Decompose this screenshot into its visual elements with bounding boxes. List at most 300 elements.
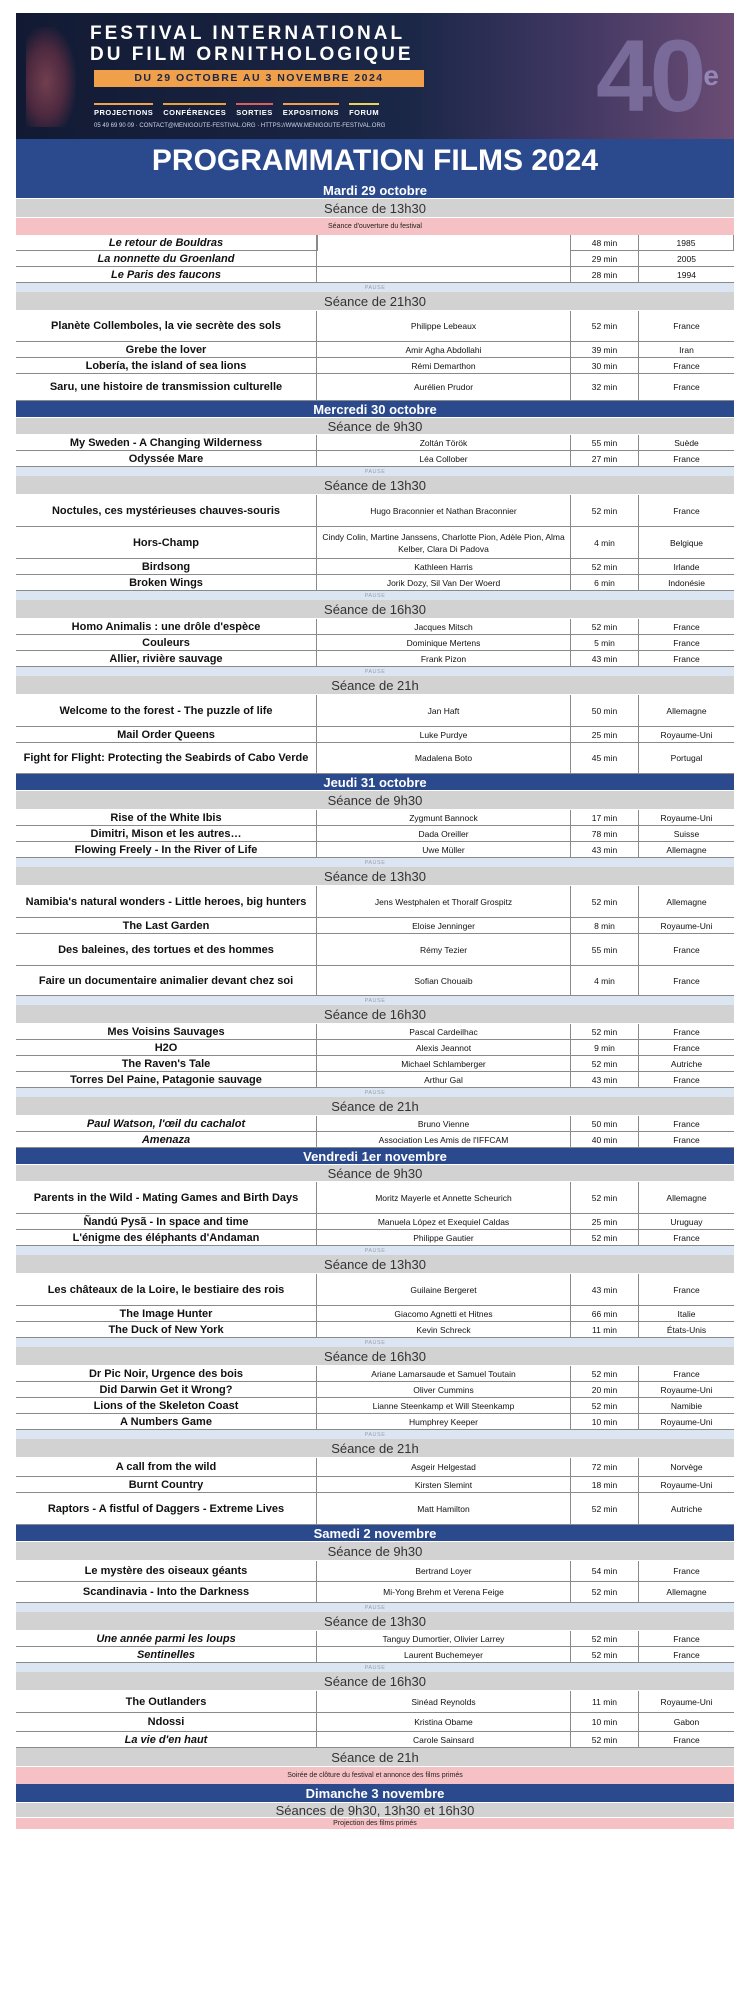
film-duration: 43 min [571,842,639,857]
film-duration: 78 min [571,826,639,841]
film-row [16,527,734,559]
film-country: Gabon [673,1717,700,1727]
film-duration: 11 min [571,1322,639,1337]
film-country: France [673,1026,700,1037]
film-director: Lianne Steenkamp et Will Steenkamp [317,1398,571,1413]
film-director: Arthur Gal [317,1072,571,1087]
film-row [16,1414,734,1430]
film-duration: 52 min [571,311,639,341]
film-country: France [673,1633,700,1644]
film-director: Sinéad Reynolds [317,1691,571,1712]
film-title: Sentinelles [16,1647,317,1662]
film-title: Hors-Champ [16,527,317,558]
special-note: Soirée de clôture du festival et annonce des films primés [16,1767,734,1784]
film-title: The Raven's Tale [16,1056,317,1071]
film-director: Aurélien Prudor [317,374,571,400]
film-row [16,1024,734,1040]
film-duration: 52 min [571,1230,639,1245]
film-director: Asgeir Helgestad [317,1458,571,1476]
film-duration: 52 min [571,495,639,526]
film-country: Autriche [670,1058,703,1069]
film-country: France [673,1368,700,1379]
session-header: Séance de 21h [16,1748,734,1767]
film-title: Burnt Country [16,1477,317,1492]
festival-dates: DU 29 OCTOBRE AU 3 NOVEMBRE 2024 [94,70,424,87]
film-row [16,311,734,342]
film-row [16,235,734,251]
film-country: France [673,382,700,392]
film-director: Philippe Gautier [317,1230,571,1245]
film-country: France [673,360,700,371]
film-row [16,435,734,451]
pause-divider: PAUSE [16,1246,734,1255]
film-director: Alexis Jeannot [317,1040,571,1055]
film-duration: 52 min [571,1398,639,1413]
film-duration: 52 min [571,1732,639,1747]
film-duration: 50 min [571,1116,639,1131]
film-director: Léa Collober [317,451,571,466]
film-duration: 25 min [571,1214,639,1229]
film-title: Amenaza [16,1132,317,1147]
session-header: Séance de 13h30 [16,199,734,218]
film-title: H2O [16,1040,317,1055]
film-country: France [673,1566,700,1576]
festival-contact: 05 49 69 90 09 · CONTACT@MENIGOUTE-FESTIVAL.ORG · HTTPS://WWW.MENIGOUTE-FESTIVAL.ORG [94,123,386,129]
film-duration: 10 min [571,1414,639,1429]
film-row [16,842,734,858]
film-row [16,966,734,996]
edition-number: 40 [595,19,704,133]
film-country: France [673,653,700,664]
film-row [16,1182,734,1214]
film-row [16,1382,734,1398]
film-duration: 8 min [571,918,639,933]
film-director [317,267,571,282]
film-country: 1985 [639,235,734,250]
film-row [16,1398,734,1414]
film-country: France [673,975,700,986]
film-title: Dr Pic Noir, Urgence des bois [16,1366,317,1381]
session-header: Séance de 13h30 [16,867,734,886]
film-country: France [673,1734,700,1745]
film-duration: 4 min [571,527,639,558]
film-row [16,1582,734,1603]
film-duration: 11 min [571,1691,639,1712]
film-duration: 50 min [571,695,639,726]
film-country: 1994 [677,269,696,280]
film-director: Kevin Schreck [317,1322,571,1337]
category-conferences: CONFÉRENCES [163,103,226,117]
film-row [16,1631,734,1647]
film-duration: 4 min [571,966,639,995]
session-header: Séance de 9h30 [16,418,734,435]
film-title: A call from the wild [16,1458,317,1476]
film-row [16,1116,734,1132]
film-title: A Numbers Game [16,1414,317,1429]
session-header: Séance de 21h30 [16,292,734,311]
film-duration: 54 min [571,1561,639,1581]
session-header: Séance de 21h [16,1097,734,1116]
film-duration: 52 min [571,559,639,574]
film-duration: 20 min [571,1382,639,1397]
film-title: Saru, une histoire de transmission culturelle [16,374,317,400]
film-title: Ndossi [16,1713,317,1731]
film-row [16,1713,734,1732]
film-country: Suisse [673,828,700,839]
film-director: Mi-Yong Brehm et Verena Feige [317,1582,571,1602]
film-duration: 39 min [571,342,639,357]
film-country: Royaume-Uni [660,1479,713,1490]
film-row [16,651,734,667]
film-country: Belgique [669,537,704,548]
film-row [16,575,734,591]
session-header: Séance de 13h30 [16,1612,734,1631]
film-director: Hugo Braconnier et Nathan Braconnier [317,495,571,526]
film-title: Mes Voisins Sauvages [16,1024,317,1039]
film-director: Kirsten Slemint [317,1477,571,1492]
session-header: Séance de 16h30 [16,1347,734,1366]
film-duration: 32 min [571,374,639,400]
film-duration: 52 min [571,619,639,634]
film-country: États-Unis [666,1324,707,1335]
film-country: France [673,1118,700,1129]
film-country: France [673,1284,700,1295]
category-sorties: SORTIES [236,103,272,117]
film-country: Royaume-Uni [660,1696,713,1707]
film-duration: 52 min [571,1493,639,1524]
film-row [16,810,734,826]
film-duration: 52 min [571,1024,639,1039]
flamingo-image [26,27,76,127]
film-director [317,251,571,266]
film-director: Amir Agha Abdollahi [317,342,571,357]
film-row [16,374,734,401]
session-header: Séances de 9h30, 13h30 et 16h30 [16,1803,734,1818]
film-country: Allemagne [666,1192,707,1203]
festival-banner [16,13,734,139]
film-title: Did Darwin Get it Wrong? [16,1382,317,1397]
film-director: Moritz Mayerle et Annette Scheurich [317,1182,571,1213]
film-title: Le retour de Bouldras [16,235,317,250]
film-row [16,1561,734,1582]
film-country: France [673,637,700,648]
film-title: Torres Del Paine, Patagonie sauvage [16,1072,317,1087]
film-row [16,886,734,918]
film-duration: 45 min [571,743,639,773]
film-director: Bertrand Loyer [317,1561,571,1581]
film-country: Allemagne [666,705,707,716]
film-country: France [673,1134,700,1145]
film-row [16,743,734,774]
film-title: Fight for Flight: Protecting the Seabirds of Cabo Verde [16,743,317,773]
film-director: Jacques Mitsch [317,619,571,634]
film-country: Portugal [670,753,703,763]
festival-categories [94,103,379,117]
film-director: Dada Oreiller [317,826,571,841]
film-director: Pascal Cardeilhac [317,1024,571,1039]
session-header: Séance de 16h30 [16,600,734,619]
category-projections: PROJECTIONS [94,103,153,117]
film-country: France [673,505,700,516]
film-country: Allemagne [666,896,707,907]
film-title: Raptors - A fistful of Daggers - Extreme Lives [16,1493,317,1524]
film-director: Association Les Amis de l'IFFCAM [317,1132,571,1147]
film-row [16,251,734,267]
film-title: Une année parmi les loups [16,1631,317,1646]
film-duration: 52 min [571,1631,639,1646]
film-title: Rise of the White Ibis [16,810,317,825]
film-director: Uwe Müller [317,842,571,857]
film-row [16,451,734,467]
film-row [16,1493,734,1525]
film-title: Le mystère des oiseaux géants [16,1561,317,1581]
film-row [16,342,734,358]
film-title: Namibia's natural wonders - Little heroes, big hunters [16,886,317,917]
film-duration: 5 min [571,635,639,650]
session-header: Séance de 9h30 [16,791,734,810]
film-title: Paul Watson, l'œil du cachalot [16,1116,317,1131]
film-duration: 17 min [571,810,639,825]
festival-name-line2: DU FILM ORNITHOLOGIQUE [90,44,414,65]
film-country: Iran [679,344,694,355]
film-country: Italie [677,1308,696,1319]
pause-divider: PAUSE [16,467,734,476]
film-director: Giacomo Agnetti et Hitnes [317,1306,571,1321]
film-duration: 72 min [571,1458,639,1476]
pause-divider: PAUSE [16,591,734,600]
film-row [16,1732,734,1748]
film-director: Laurent Buchemeyer [317,1647,571,1662]
session-header: Séance de 16h30 [16,1672,734,1691]
film-country: France [673,1232,700,1243]
film-country: France [673,1042,700,1053]
film-title: Lions of the Skeleton Coast [16,1398,317,1413]
pause-divider: PAUSE [16,1603,734,1612]
film-director: Frank Pizon [317,651,571,666]
session-header: Séance de 13h30 [16,1255,734,1274]
film-country: France [673,321,700,331]
day-header: Mercredi 30 octobre [16,401,734,418]
film-row [16,727,734,743]
film-country: Allemagne [666,844,707,855]
film-row [16,495,734,527]
film-row [16,1306,734,1322]
film-title: Des baleines, des tortues et des hommes [16,934,317,965]
film-duration: 30 min [571,358,639,373]
film-row [16,1366,734,1382]
film-country: Royaume-Uni [660,812,713,823]
film-row [16,1477,734,1493]
film-director: Oliver Cummins [317,1382,571,1397]
film-country: Irlande [673,561,700,572]
film-duration: 43 min [571,651,639,666]
film-director: Madalena Boto [317,743,571,773]
page-title: PROGRAMMATION FILMS 2024 [16,139,734,182]
film-country: France [673,1649,700,1660]
film-duration: 52 min [571,886,639,917]
film-title: The Outlanders [16,1691,317,1712]
film-duration: 18 min [571,1477,639,1492]
film-director: Sofian Chouaib [317,966,571,995]
film-country: Royaume-Uni [660,729,713,740]
film-row [16,1458,734,1477]
session-header: Séance de 21h [16,1439,734,1458]
film-country: Norvège [670,1462,703,1472]
film-title: La nonnette du Groenland [16,251,317,266]
film-director: Manuela López et Exequiel Caldas [317,1214,571,1229]
film-director: Carole Sainsard [317,1732,571,1747]
film-director: Guilaine Bergeret [317,1274,571,1305]
film-director: Matt Hamilton [317,1493,571,1524]
film-duration: 55 min [571,934,639,965]
film-title: Grebe the lover [16,342,317,357]
film-director: Zoltán Török [317,435,571,450]
film-country: Royaume-Uni [660,1384,713,1395]
film-title: Noctules, ces mystérieuses chauves-souris [16,495,317,526]
day-header: Mardi 29 octobre [16,182,734,199]
film-director: Kathleen Harris [317,559,571,574]
film-row [16,559,734,575]
film-title: Faire un documentaire animalier devant chez soi [16,966,317,995]
film-director: Humphrey Keeper [317,1414,571,1429]
special-note: Projection des films primés [16,1818,734,1829]
film-duration: 27 min [571,451,639,466]
film-row [16,1691,734,1713]
festival-name-line1: FESTIVAL INTERNATIONAL [90,23,406,44]
film-row [16,1072,734,1088]
film-title: Dimitri, Mison et les autres… [16,826,317,841]
session-header: Séance de 9h30 [16,1165,734,1182]
film-title: Homo Animalis : une drôle d'espèce [16,619,317,634]
film-duration: 10 min [571,1713,639,1731]
film-row [16,1647,734,1663]
film-row [16,826,734,842]
film-row [16,934,734,966]
edition-logo [596,18,716,134]
film-title: L'énigme des éléphants d'Andaman [16,1230,317,1245]
film-title: Birdsong [16,559,317,574]
film-country: France [673,944,700,955]
film-country: Royaume-Uni [660,1416,713,1427]
film-director: Jorik Dozy, Sil Van Der Woerd [317,575,571,590]
film-row [16,1274,734,1306]
film-director: Eloise Jenninger [317,918,571,933]
film-duration: 29 min [571,251,639,266]
film-director: Ariane Lamarsaude et Samuel Toutain [317,1366,571,1381]
film-title: Scandinavia - Into the Darkness [16,1582,317,1602]
film-title: Ñandú Pysã - In space and time [16,1214,317,1229]
category-forum: FORUM [349,103,379,117]
film-country: Royaume-Uni [660,920,713,931]
pause-divider: PAUSE [16,283,734,292]
film-row [16,1132,734,1148]
film-duration: 52 min [571,1647,639,1662]
film-title: Le Paris des faucons [16,267,317,282]
film-title: The Last Garden [16,918,317,933]
film-duration: 43 min [571,1274,639,1305]
film-row [16,619,734,635]
film-title: Couleurs [16,635,317,650]
film-director: Luke Purdye [317,727,571,742]
film-director: Rémi Demarthon [317,358,571,373]
day-header: Jeudi 31 octobre [16,774,734,791]
film-title: Parents in the Wild - Mating Games and Birth Days [16,1182,317,1213]
day-header: Dimanche 3 novembre [16,1784,734,1803]
film-country: France [673,621,700,632]
film-country: Autriche [670,1503,703,1514]
film-title: Lobería, the island of sea lions [16,358,317,373]
film-duration: 6 min [571,575,639,590]
film-country: France [673,1074,700,1085]
film-country: Namibie [670,1400,703,1411]
film-director: Tanguy Dumortier, Olivier Larrey [317,1631,571,1646]
film-title: Mail Order Queens [16,727,317,742]
film-director: Michael Schlamberger [317,1056,571,1071]
film-title: Flowing Freely - In the River of Life [16,842,317,857]
film-row [16,1056,734,1072]
film-director: Rémy Tezier [317,934,571,965]
film-duration: 55 min [571,435,639,450]
film-duration: 43 min [571,1072,639,1087]
film-row [16,695,734,727]
special-note: Séance d'ouverture du festival [16,218,734,235]
film-director: Kristina Obame [317,1713,571,1731]
film-row [16,1322,734,1338]
day-header: Vendredi 1er novembre [16,1148,734,1165]
film-title: Allier, rivière sauvage [16,651,317,666]
film-duration: 28 min [571,267,639,282]
film-country: France [673,453,700,464]
film-director: Jan Haft [317,695,571,726]
film-title: My Sweden - A Changing Wilderness [16,435,317,450]
film-country: Uruguay [670,1216,703,1227]
film-duration: 52 min [571,1056,639,1071]
film-duration: 52 min [571,1582,639,1602]
session-header: Séance de 16h30 [16,1005,734,1024]
pause-divider: PAUSE [16,667,734,676]
film-title: The Duck of New York [16,1322,317,1337]
category-expositions: EXPOSITIONS [283,103,339,117]
film-row [16,267,734,283]
film-duration: 52 min [571,1366,639,1381]
pause-divider: PAUSE [16,996,734,1005]
film-row [16,1230,734,1246]
film-director: Bruno Vienne [317,1116,571,1131]
film-country: 2005 [677,253,696,264]
session-header: Séance de 9h30 [16,1542,734,1561]
film-title: Broken Wings [16,575,317,590]
film-duration: 40 min [571,1132,639,1147]
film-director: Zygmunt Bannock [317,810,571,825]
film-country: Suède [674,437,699,448]
film-director: Jens Westphalen et Thoralf Grospitz [317,886,571,917]
film-title: Les châteaux de la Loire, le bestiaire des rois [16,1274,317,1305]
film-director: Philippe Lebeaux [317,311,571,341]
session-header: Séance de 13h30 [16,476,734,495]
session-header: Séance de 21h [16,676,734,695]
film-duration: 9 min [571,1040,639,1055]
day-header: Samedi 2 novembre [16,1525,734,1542]
pause-divider: PAUSE [16,1088,734,1097]
film-duration: 48 min [571,235,639,250]
film-title: La vie d'en haut [16,1732,317,1747]
film-country: Indonésie [668,577,705,588]
film-duration: 52 min [571,1182,639,1213]
film-director: Cindy Colin, Martine Janssens, Charlotte Pion, Adèle Pion, Alma Kelber, Clara Di Padova [317,527,571,558]
film-title: Welcome to the forest - The puzzle of life [16,695,317,726]
film-duration: 25 min [571,727,639,742]
schedule-table [16,182,734,1829]
